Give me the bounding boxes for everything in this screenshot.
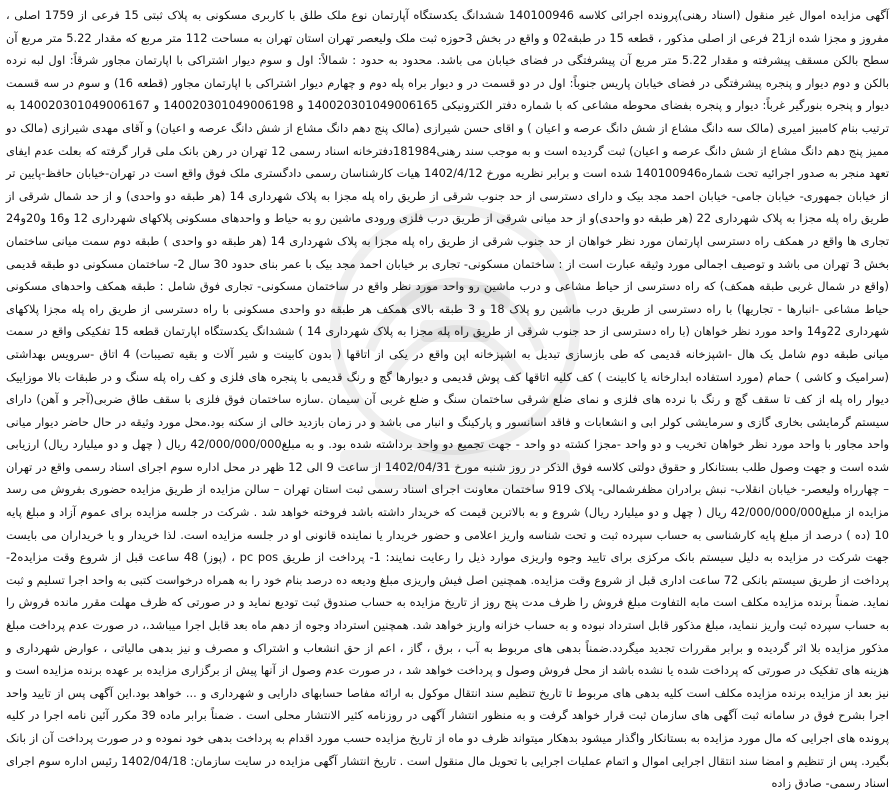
auction-notice-text: آگهی مزایده اموال غیر منقول (اسناد رهنی)پرونده اجرائی کلاسه 140100946 ششدانگ یکدستگاه آپارتمان نوع ملک طلق با کاربری مسکونی به پلاک ثبتی 15 فرعی از 1759 اصلی ، مفروز و مجزا شده از21 فرعی از اصلی مذکور ، قطعه 15 در طبقه02 و واقع در بخش 3حوزه ثبت ملک ولیعصر تهران استان تهران به مساحت 112 متر مربع که مقدار 5.22 متر مربع آن سطح بالکن مسقف پیشرفته و مقدار 5.22 متر مربع آن پیشرفتگی در فضای خیابان می باشد. محدود به حدود : شمالاً: اول و سوم دیوار اشتراکی با اپارتمان مجاور شرقاً: اول لبه نرده بالکن و دوم دیوار و پنجره پیشرفتگی در فضای خیابان پاریس جنوباً: اول در دو قسمت در و دیوار براه پله دوم و چهارم دیوار اشتراکی با اپارتمان مجاور (قطعه 16) و سوم در سه قسمت دیوار و پنجره بنورگیر غرباً: دیوار و پنجره بفضای محوطه مشاعی که با شماره دفتر الکترونیکی 140020301049006165 و 140020301049006198 و 140020301049006167 به ترتیب بنام کامبیز امیری (مالک سه دانگ مشاع از شش دانگ عرصه و اعیان ) و اقای حسن شیرازی (مالک پنج دهم دانگ مشاع از شش دانگ عرصه و اعیان) و آقای مهدی شیرازی (مالک دو ممیز پنج دهم دانگ مشاع از شش دانگ عرصه و اعیان) ثبت گردیده است و به موجب سند رهنی181984دفترخانه اسناد رسمی 12 تهران در رهن بانک ملی قرار گرفته که بعلت عدم ایفای تعهد منجر به صدور اجرائیه تحت شماره140100946 شده است و برابر نظریه مورخ 1402/4/12 هیات کارشناسان رسمی دادگستری ملک فوق واقع است در تهران-خیابان حافظ-پایین تر از خیابان جمهوری- خیابان جامی- خیابان احمد مجد بیک و دارای دسترسی از حد جنوب شرقی از طریق راه پله مجزا به پلاک شهرداری 14 (هر طبقه دو واحدی) و از حد شمال شرقی از طریق راه پله مجزا به پلاک شهرداری 22 (هر طبقه دو واحدی)و از حد میانی شرقی از طریق درب فلزی ورودی ماشین رو به حیاط و واحدهای مسکونی پلاکهای شهرداری 12 و16 و20و24 تجاری ها واقع در همکف راه دسترسی اپارتمان مورد نظر خواهان از حد جنوب شرقی از طریق راه پله مجزا به پلاک شهرداری 14 (هر طبقه دو واحدی ) طبقه دوم سمت میانی ساختمان بخش 3 تهران می باشد و توصیف اجمالی مورد وثیقه عبارت است از : ساختمان مسکونی- تجاری بر خیابان احمد مجد بیک با عمر بنای حدود 30 سال 2- ساختمان مسکونی دو طبقه قدیمی (واقع در شمال غربی طبقه همکف) که راه دسترسی از حیاط مشاعی و درب ماشین رو واحد مورد نظر واقع در ساختمان مسکونی- تجاری فوق شامل : طبقه همکف واحدهای مسکونی حیاط مشاعی -انبارها - تجاریها) با راه دسترسی از طریق درب ماشین رو پلاک 18 و 3 طبقه بالای همکف هر طبقه دو واحدی مسکونی با راه دسترسی از طریق راه پله مجزا پلاکهای شهرداری 22و14 واحد مورد نظر خواهان (با راه دسترسی از حد جنوب شرقی از طریق راه پله مجزا به پلاک شهرداری 14 ) ششدانگ یکدستگاه اپارتمان قطعه 15 تفکیکی واقع در سمت میانی طبقه دوم شامل یک هال -اشپزخانه قدیمی که طی بازسازی تبدیل به اشپزخانه اپن واقع در یکی از اتاقها ( بدون کابینت و شیر آلات و بقیه تصیبات) 4 اتاق -سرویس بهداشتی (سرامیک و کاشی ) حمام (مورد استفاده ابدارخانه یا کابینت ) کف کلیه اتاقها کف پوش قدیمی و دیوارها گچ و رنگ قدیمی با پنجره های فلزی و کف راه پله سنگ و در طبقات بالا موزاییک دیوار راه پله از کف تا سقف گچ و رنگ با نرده های فلزی و نمای ضلع شرقی ساختمان سنگ و ضلع غربی آن سیمان .سازه ساختمان فوق فلزی با سقف طاق ضربی(آجر و آهن) دارای سیستم گرمایشی بخاری گازی و سرمایشی کولر ابی و انشعابات و فاقد اسانسور و پارکینگ و انبار می باشد و در زمان بازدید خالی از سکنه بود.محل مورد وثیقه در حال حاضر دیوار میانی واحد مجاور با واحد مورد نظر خواهان تخریب و دو واحد -مجزا کشته دو واحد - جهت تجمیع دو واحد برداشته شده بود. و به مبلغ42/000/000/000 ریال ( چهل و دو میلیارد ریال) ارزیابی شده است و جهت وصول طلب بستانکار و حقوق دولتی کلاسه فوق الذکر در روز شنبه مورخ 1402/04/31 از ساعت 9 الی 12 ظهر در محل اداره سوم اجرای اسناد رسمی واقع در تهران – چهارراه ولیعصر- خیابان انقلاب- نبش برادران مظفرشمالی- پلاک 919 ساختمان معاونت اجرای اسناد رسمی ثبت استان تهران – سالن مزایده از طریق مزایده حضوری بفروش می رسد مزایده از مبلغ42/000/000/000 ریال ( چهل و دو میلیارد ریال) شروع و به بالاترین قیمت که خریدار داشته باشد فروخته خواهد شد . شرکت در جلسه مزایده برای عموم آزاد و مبلغ پایه 10 (ده ) درصد از مبلغ پایه کارشناسی به حساب سپرده ثبت و تحت شناسه واریز اعلامی و حضور خریدار یا نماینده قانونی او در جلسه مزایده است. لذا خریدار و یا خریداران می بایست جهت شرکت در مزایده به دلیل سیستم بانک مرکزی برای تایید وجوه واریزی موارد ذیل را رعایت نمایند: 1- پرداخت از طریق pc pos ، (پوز) 48 ساعت قبل از شروع وقت مزایده2- پرداخت از طریق سیستم بانکی 72 ساعت اداری قبل از شروع وقت مزایده. همچنین اصل فیش واریزی مبلغ ودیعه ده درصد بنام خود را به همراه درخواست کتبی به واحد اجرا تسلیم و ثبت نماید. ضمناً برنده مزایده مکلف است مابه التفاوت مبلغ فروش را ظرف مدت پنج روز از تاریخ مزایده به حساب صندوق ثبت تودیع نماید و در صورتی که ظرف مهلت مقرر مانده فروش را به حساب سپرده ثبت واریز ننماید، مبلغ مذکور قابل استرداد نبوده و به حساب خزانه واریز خواهد شد. همچنین استرداد وجوه از دهم ماه بعد قابل اجرا میباشد.، در صورت عدم پرداخت مبلغ مذکور مزایده بلا اثر گردیده و برابر مقررات تجدید میگردد.ضمناً بدهی های مربوط به آب ، برق ، گاز ، اعم از حق انشعاب و اشتراک و مصرف و نیز بدهی مالیاتی ، عوارض شهرداری و هزینه های تفکیک در صورتی که پرداخت شده یا نشده باشد از محل فروش وصول و پرداخت خواهد شد ، در صورت عدم وصول از آنها پیش از برگزاری مزایده بر عهده برنده مزایده است و نیز بعد از مزایده برنده مزایده مکلف است کلیه بدهی های مربوط تا تاریخ تنظیم سند انتقال موکول به ارائه مفاصا حسابهای دارایی و شهرداری و ... خواهد بود.این آگهی پس از تایید واحد اجرا بشرح فوق در سامانه ثبت آگهی های سازمان ثبت قرار خواهد گرفت و به منظور انتشار آگهی در روزنامه کثیر الانتشار محلی است . ضمناً برابر ماده 39 مکرر آئین نامه اجرا در کلیه پرونده های اجرایی که مال مورد مزایده به بستانکار واگذار میشود بدهکار میتواند ظرف دو ماه از تاریخ مزایده حسب مورد اقدام به پرداخت بدهی خود نموده و در صورت پرداخت آن از بانک بگیرد. پس از تنظیم و امضا سند انتقال اجرایی اموال و اتمام عملیات اجرایی با تحویل مال منقول است . تاریخ انتشار آگهی مزایده در سایت سازمان: 1402/04/18 رئیس اداره سوم اجرای اسناد رسمی- صادق زاده — [6, 8, 890, 791]
